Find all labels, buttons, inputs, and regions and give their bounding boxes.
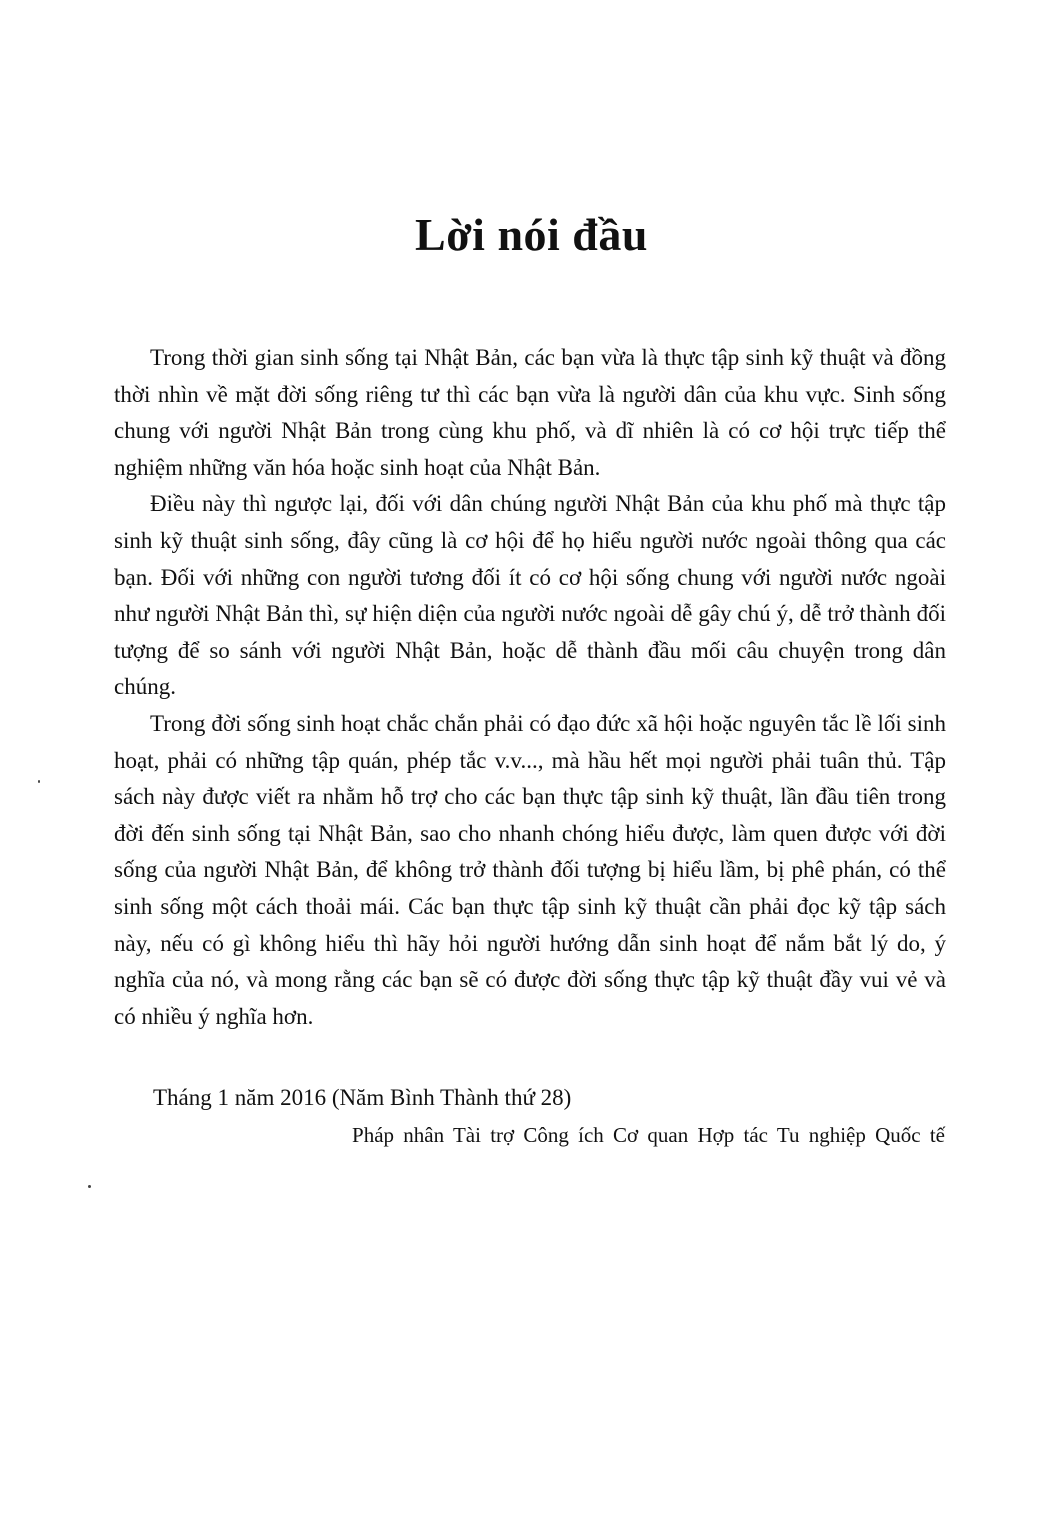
scan-speck: [88, 1185, 91, 1188]
paragraph-3: Trong đời sống sinh hoạt chắc chắn phải có đạo đức xã hội hoặc nguyên tắc lề lối sinh hoạt, phải có những tập quán, phép tắc v.v..., mà hầu hết mọi người phải tuân thủ. Tập sách này được viết ra nhằm hỗ trợ cho các bạn thực tập sinh kỹ thuật, lần đầu tiên trong đời đến sinh sống tại Nhật Bản, sao cho nhanh chóng hiểu được, làm quen được với đời sống của người Nhật Bản, để không trở thành đối tượng bị hiểu lầm, bị phê phán, có thể sinh sống một cách thoải mái. Các bạn thực tập sinh kỹ thuật cần phải đọc kỹ tập sách này, nếu có gì không hiểu thì hãy hỏi người hướng dẫn sinh hoạt để nắm bắt lý do, ý nghĩa của nó, và mong rằng các bạn sẽ có được đời sống thực tập kỹ thuật đầy vui vẻ và có nhiều ý nghĩa hơn.: [114, 710, 946, 1029]
body-text: [114, 340, 946, 1035]
scan-speck: [38, 780, 40, 783]
date-line: Tháng 1 năm 2016 (Năm Bình Thành thứ 28): [153, 1085, 572, 1110]
page-title: Lời nói đầu: [415, 209, 648, 260]
paragraph-1: Trong thời gian sinh sống tại Nhật Bản, các bạn vừa là thực tập sinh kỹ thuật và đồng thời nhìn về mặt đời sống riêng tư thì các bạn vừa là người dân của khu vực. Sinh sống chung với người Nhật Bản trong cùng khu phố, và dĩ nhiên là có cơ hội trực tiếp thể nghiệm những văn hóa hoặc sinh hoạt của Nhật Bản.: [114, 345, 946, 480]
publisher-line: Pháp nhân Tài trợ Công ích Cơ quan Hợp tác Tu nghiệp Quốc tế: [352, 1123, 945, 1147]
paragraph-2: Điều này thì ngược lại, đối với dân chúng người Nhật Bản của khu phố mà thực tập sinh kỹ thuật sinh sống, đây cũng là cơ hội để họ hiểu người nước ngoài thông qua các bạn. Đối với những con người tương đối ít có cơ hội sống chung với người nước ngoài như người Nhật Bản thì, sự hiện diện của người nước ngoài dễ gây chú ý, dễ trở thành đối tượng để so sánh với người Nhật Bản, hoặc dễ thành đầu mối câu chuyện trong dân chúng.: [114, 491, 946, 700]
